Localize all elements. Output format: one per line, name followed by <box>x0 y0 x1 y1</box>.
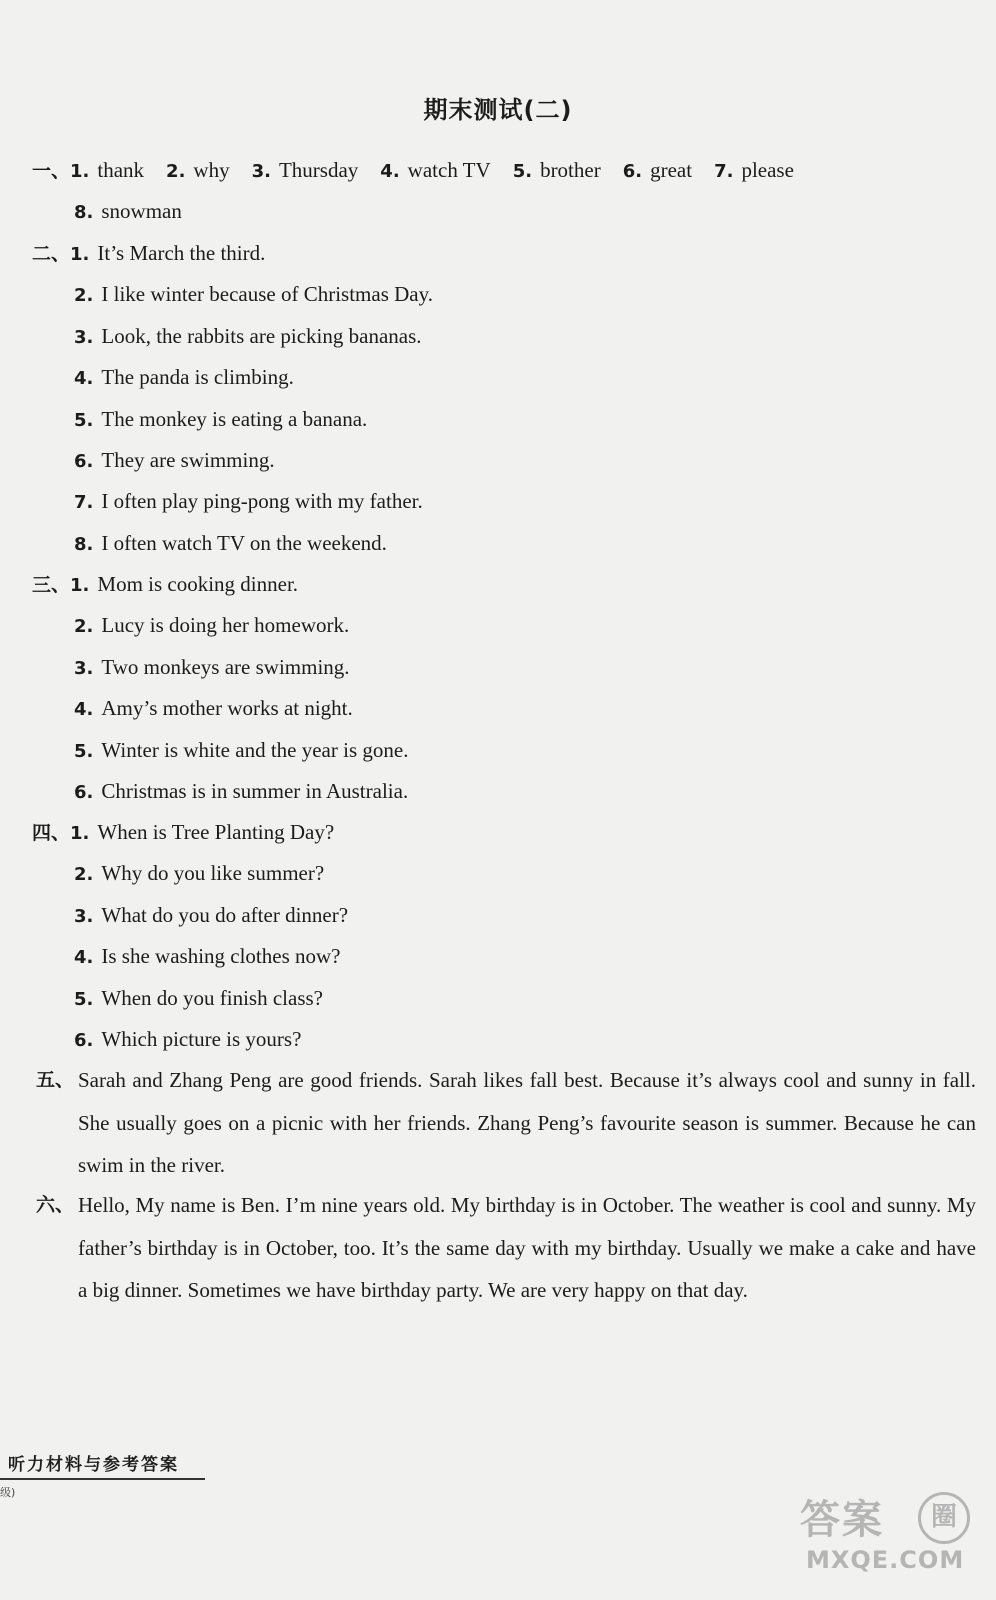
answer-item <box>513 156 601 186</box>
answer-item <box>74 984 323 1014</box>
answer-item <box>70 156 144 186</box>
item-number: 5. <box>74 409 94 431</box>
list-item <box>32 818 356 848</box>
list-item <box>74 280 455 310</box>
section-1-label: 一、 <box>32 160 71 182</box>
section-5-label: 五、 <box>36 1069 75 1091</box>
item-number: 8. <box>74 533 94 555</box>
item-number: 1. <box>70 161 90 182</box>
item-text: Christmas is in summer in Australia. <box>101 779 409 803</box>
item-number: 3. <box>251 161 271 182</box>
item-number: 1. <box>70 575 90 596</box>
list-item <box>74 611 371 641</box>
item-number: 2. <box>74 864 94 886</box>
answer-item <box>74 446 275 476</box>
list-item <box>32 570 320 600</box>
section-6-label: 六、 <box>36 1194 75 1216</box>
list-item <box>74 777 430 807</box>
item-number: 1. <box>70 823 90 844</box>
item-text: I like winter because of Christmas Day. <box>101 282 433 307</box>
watermark-url: MXQE.COM <box>806 1546 965 1574</box>
answer-item <box>74 859 324 889</box>
section-label: 二、 <box>32 243 71 265</box>
item-text: I often watch TV on the weekend. <box>101 530 387 555</box>
list-item <box>74 736 430 766</box>
answer-item <box>714 156 794 186</box>
footer-label: 听力材料与参考答案 <box>8 1455 179 1475</box>
list-item <box>74 322 444 352</box>
answer-item <box>166 156 230 186</box>
list-item <box>74 487 445 517</box>
answer-item <box>252 156 359 186</box>
answer-item <box>74 611 349 641</box>
item-number: 4. <box>74 699 94 721</box>
item-number: 7. <box>74 492 94 514</box>
list-item <box>74 363 316 393</box>
section-5-paragraph <box>36 1059 976 1187</box>
watermark-badge: 圈 <box>918 1492 970 1544</box>
item-text: Is she washing clothes now? <box>101 944 341 969</box>
item-text: Mom is cooking dinner. <box>97 572 299 596</box>
answer-item <box>74 777 408 807</box>
answer-item <box>74 405 367 435</box>
item-text: Two monkeys are swimming. <box>101 654 350 679</box>
item-text: I often play ping-pong with my father. <box>101 489 423 514</box>
answer-item <box>74 901 348 931</box>
item-text: It’s March the third. <box>97 241 266 265</box>
answer-item <box>74 280 433 310</box>
item-number: 3. <box>74 657 94 679</box>
item-text: What do you do after dinner? <box>101 902 349 927</box>
item-number: 2. <box>74 285 94 307</box>
list-item <box>74 694 375 724</box>
list-item <box>74 405 389 435</box>
item-text: They are swimming. <box>101 448 275 472</box>
section-1-row-1 <box>32 156 816 186</box>
answer-item <box>74 197 182 227</box>
item-text: Which picture is yours? <box>101 1027 302 1051</box>
watermark-top: 答案 <box>800 1497 884 1543</box>
item-number: 3. <box>74 905 94 927</box>
answer-item <box>74 653 350 683</box>
item-text: Winter is white and the year is gone. <box>101 737 409 762</box>
list-item <box>32 239 287 269</box>
answer-item <box>74 942 341 972</box>
item-text: great <box>650 158 693 182</box>
item-number: 5. <box>512 161 533 182</box>
item-number: 4. <box>380 161 400 182</box>
item-number: 2. <box>166 161 186 182</box>
answer-item <box>74 736 408 766</box>
list-item <box>74 446 297 476</box>
item-text: Amy’s mother works at night. <box>101 696 353 721</box>
section-label: 三、 <box>32 574 71 596</box>
answer-item <box>70 570 298 600</box>
item-number: 6. <box>74 1030 94 1051</box>
section-5-text: Sarah and Zhang Peng are good friends. Sarah likes fall best. Because it’s always cool and sunny in fall. She usually goes on a picnic with her friends. Zhang Peng’s favourite season is summer. Because he can swim in the river. <box>78 1068 976 1177</box>
answer-item <box>74 363 294 393</box>
answer-item <box>74 1025 301 1055</box>
page-title: 期末测试(二) <box>423 96 573 124</box>
item-number: 5. <box>74 988 94 1010</box>
item-text: When do you finish class? <box>101 985 323 1010</box>
answer-item <box>74 529 387 559</box>
list-item <box>74 653 372 683</box>
answer-item <box>623 156 692 186</box>
item-text: Thursday <box>278 158 359 182</box>
watermark-logo <box>800 1488 980 1588</box>
list-item <box>74 984 345 1014</box>
answer-item <box>74 694 353 724</box>
answer-item <box>74 487 423 517</box>
list-item <box>74 1025 323 1055</box>
item-number: 2. <box>74 616 94 638</box>
list-item <box>74 859 346 889</box>
item-number: 6. <box>622 161 643 182</box>
answer-item <box>380 156 490 186</box>
item-number: 6. <box>74 451 94 472</box>
item-text: snowman <box>101 199 182 223</box>
item-text: Why do you like summer? <box>101 861 325 886</box>
item-text: thank <box>97 158 145 182</box>
list-item <box>74 529 409 559</box>
section-1-row-2 <box>74 197 204 227</box>
section-6-paragraph <box>36 1184 976 1312</box>
footer-tag: 级) <box>0 1486 16 1499</box>
section-6-text: Hello, My name is Ben. I’m nine years old. My birthday is in October. The weather is cool and sunny. My father’s birthday is in October, too. It’s the same day with my birthday. Usually we make a cake and have a big dinner. Sometimes we have birthday party. We are very happy on that day. <box>78 1193 976 1302</box>
item-text: brother <box>540 158 601 182</box>
item-text: The panda is climbing. <box>101 365 294 390</box>
answer-item <box>70 818 334 848</box>
item-text: Lucy is doing her homework. <box>101 613 350 638</box>
item-text: please <box>741 158 794 182</box>
item-number: 6. <box>74 782 94 803</box>
item-text: watch TV <box>407 158 491 182</box>
item-number: 7. <box>714 161 734 182</box>
list-item <box>74 942 363 972</box>
item-text: The monkey is eating a banana. <box>101 406 368 431</box>
item-number: 1. <box>70 244 90 265</box>
item-text: Look, the rabbits are picking bananas. <box>101 323 422 348</box>
item-number: 4. <box>74 947 94 969</box>
item-text: When is Tree Planting Day? <box>97 820 335 844</box>
item-number: 5. <box>74 740 94 762</box>
answer-item <box>70 239 265 269</box>
item-text: why <box>193 158 230 182</box>
list-item <box>74 901 370 931</box>
footer-divider <box>0 1478 205 1480</box>
answer-item <box>74 322 422 352</box>
section-label: 四、 <box>32 822 71 844</box>
item-number: 4. <box>74 368 94 390</box>
item-number: 8. <box>74 202 94 223</box>
item-number: 3. <box>74 326 94 348</box>
